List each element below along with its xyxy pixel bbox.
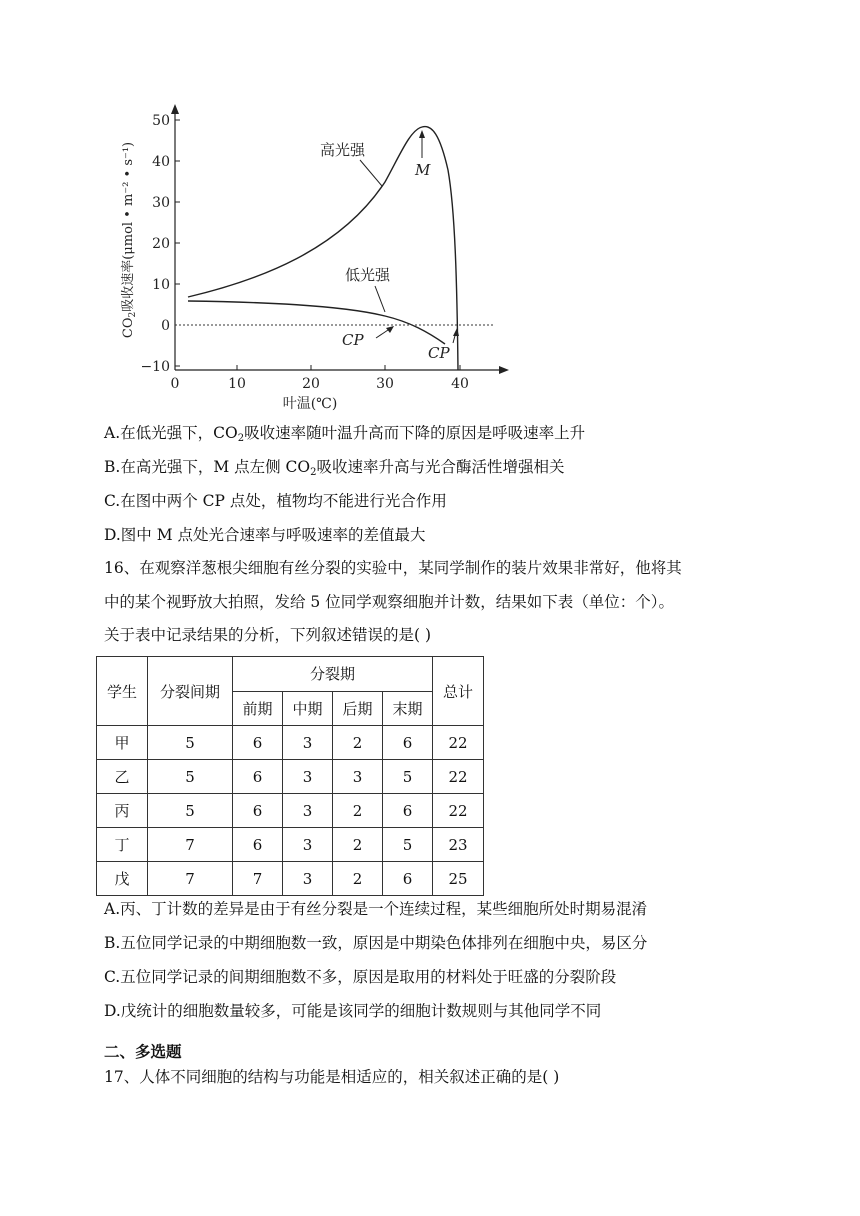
y-axis-label: $CO_2$吸收速率(μmol • m⁻² • s⁻¹) bbox=[121, 141, 138, 339]
option-15-c: C.在图中两个 CP 点处，植物均不能进行光合作用 bbox=[104, 492, 447, 510]
label-cp-high: CP bbox=[428, 344, 450, 362]
x-axis-arrow bbox=[499, 366, 509, 374]
x-ticks bbox=[237, 365, 460, 370]
y-tick-label: −10 bbox=[140, 359, 170, 375]
label-m: M bbox=[415, 161, 431, 179]
option-15-b: B.在高光强下，M 点左侧 $CO_2$吸收速率升高与光合酶活性增强相关 bbox=[104, 458, 565, 478]
question-16-line1: 16、在观察洋葱根尖细胞有丝分裂的实验中，某同学制作的装片效果非常好，他将其 bbox=[104, 559, 682, 577]
y-tick-label: 30 bbox=[152, 195, 170, 211]
y-tick-label: 50 bbox=[152, 113, 170, 129]
table-row: 丁 7 6 3 2 5 23 bbox=[97, 828, 484, 862]
question-16-line3: 关于表中记录结果的分析，下列叙述错误的是( ) bbox=[104, 626, 432, 644]
header-interphase: 分裂间期 bbox=[148, 657, 233, 726]
label-low-light: 低光强 bbox=[345, 266, 391, 284]
low-light-curve bbox=[188, 301, 445, 344]
header-division: 分裂期 bbox=[233, 657, 433, 692]
x-tick-label: 30 bbox=[376, 376, 394, 392]
header-total: 总计 bbox=[433, 657, 484, 726]
x-axis-label: 叶温(℃) bbox=[282, 396, 338, 412]
table-row: 戊 7 7 3 2 6 25 bbox=[97, 862, 484, 896]
header-telophase: 末期 bbox=[383, 691, 433, 726]
header-student: 学生 bbox=[97, 657, 148, 726]
section-heading-multiple-choice: 二、多选题 bbox=[104, 1043, 182, 1061]
y-tick-label: 10 bbox=[152, 277, 170, 293]
header-metaphase: 中期 bbox=[283, 691, 333, 726]
option-16-b: B.五位同学记录的中期细胞数一致，原因是中期染色体排列在细胞中央，易区分 bbox=[104, 934, 648, 952]
option-15-d: D.图中 M 点处光合速率与呼吸速率的差值最大 bbox=[104, 526, 426, 544]
x-tick-label: 10 bbox=[228, 376, 246, 392]
label-high-light: 高光强 bbox=[320, 141, 366, 159]
label-cp-low: CP bbox=[342, 331, 364, 349]
y-tick-label: 20 bbox=[152, 236, 170, 252]
x-tick-label: 20 bbox=[302, 376, 320, 392]
y-ticks bbox=[175, 120, 180, 366]
option-16-a: A.丙、丁计数的差异是由于有丝分裂是一个连续过程，某些细胞所处时期易混淆 bbox=[104, 900, 648, 918]
x-tick-label: 0 bbox=[170, 376, 180, 392]
cell-count-table bbox=[96, 656, 484, 896]
option-15-a: A.在低光强下，$CO_2$吸收速率随叶温升高而下降的原因是呼吸速率上升 bbox=[104, 424, 586, 444]
table-row: 甲 5 6 3 2 6 22 bbox=[97, 726, 484, 760]
question-17: 17、人体不同细胞的结构与功能是相适应的，相关叙述正确的是( ) bbox=[104, 1068, 560, 1086]
table-row: 丙 5 6 3 2 6 22 bbox=[97, 794, 484, 828]
option-16-d: D.戊统计的细胞数量较多，可能是该同学的细胞计数规则与其他同学不同 bbox=[104, 1002, 602, 1020]
header-prophase: 前期 bbox=[233, 691, 283, 726]
y-tick-label: 40 bbox=[152, 154, 170, 170]
question-16-line2: 中的某个视野放大拍照，发给 5 位同学观察细胞并计数，结果如下表（单位：个）。 bbox=[104, 593, 674, 611]
y-tick-label: 0 bbox=[161, 318, 170, 334]
y-axis-arrow bbox=[171, 104, 179, 114]
x-tick-label: 40 bbox=[451, 376, 469, 392]
temperature-co2-chart bbox=[110, 100, 530, 416]
header-anaphase: 后期 bbox=[333, 691, 383, 726]
table-row: 乙 5 6 3 3 5 22 bbox=[97, 760, 484, 794]
option-16-c: C.五位同学记录的间期细胞数不多，原因是取用的材料处于旺盛的分裂阶段 bbox=[104, 968, 617, 986]
